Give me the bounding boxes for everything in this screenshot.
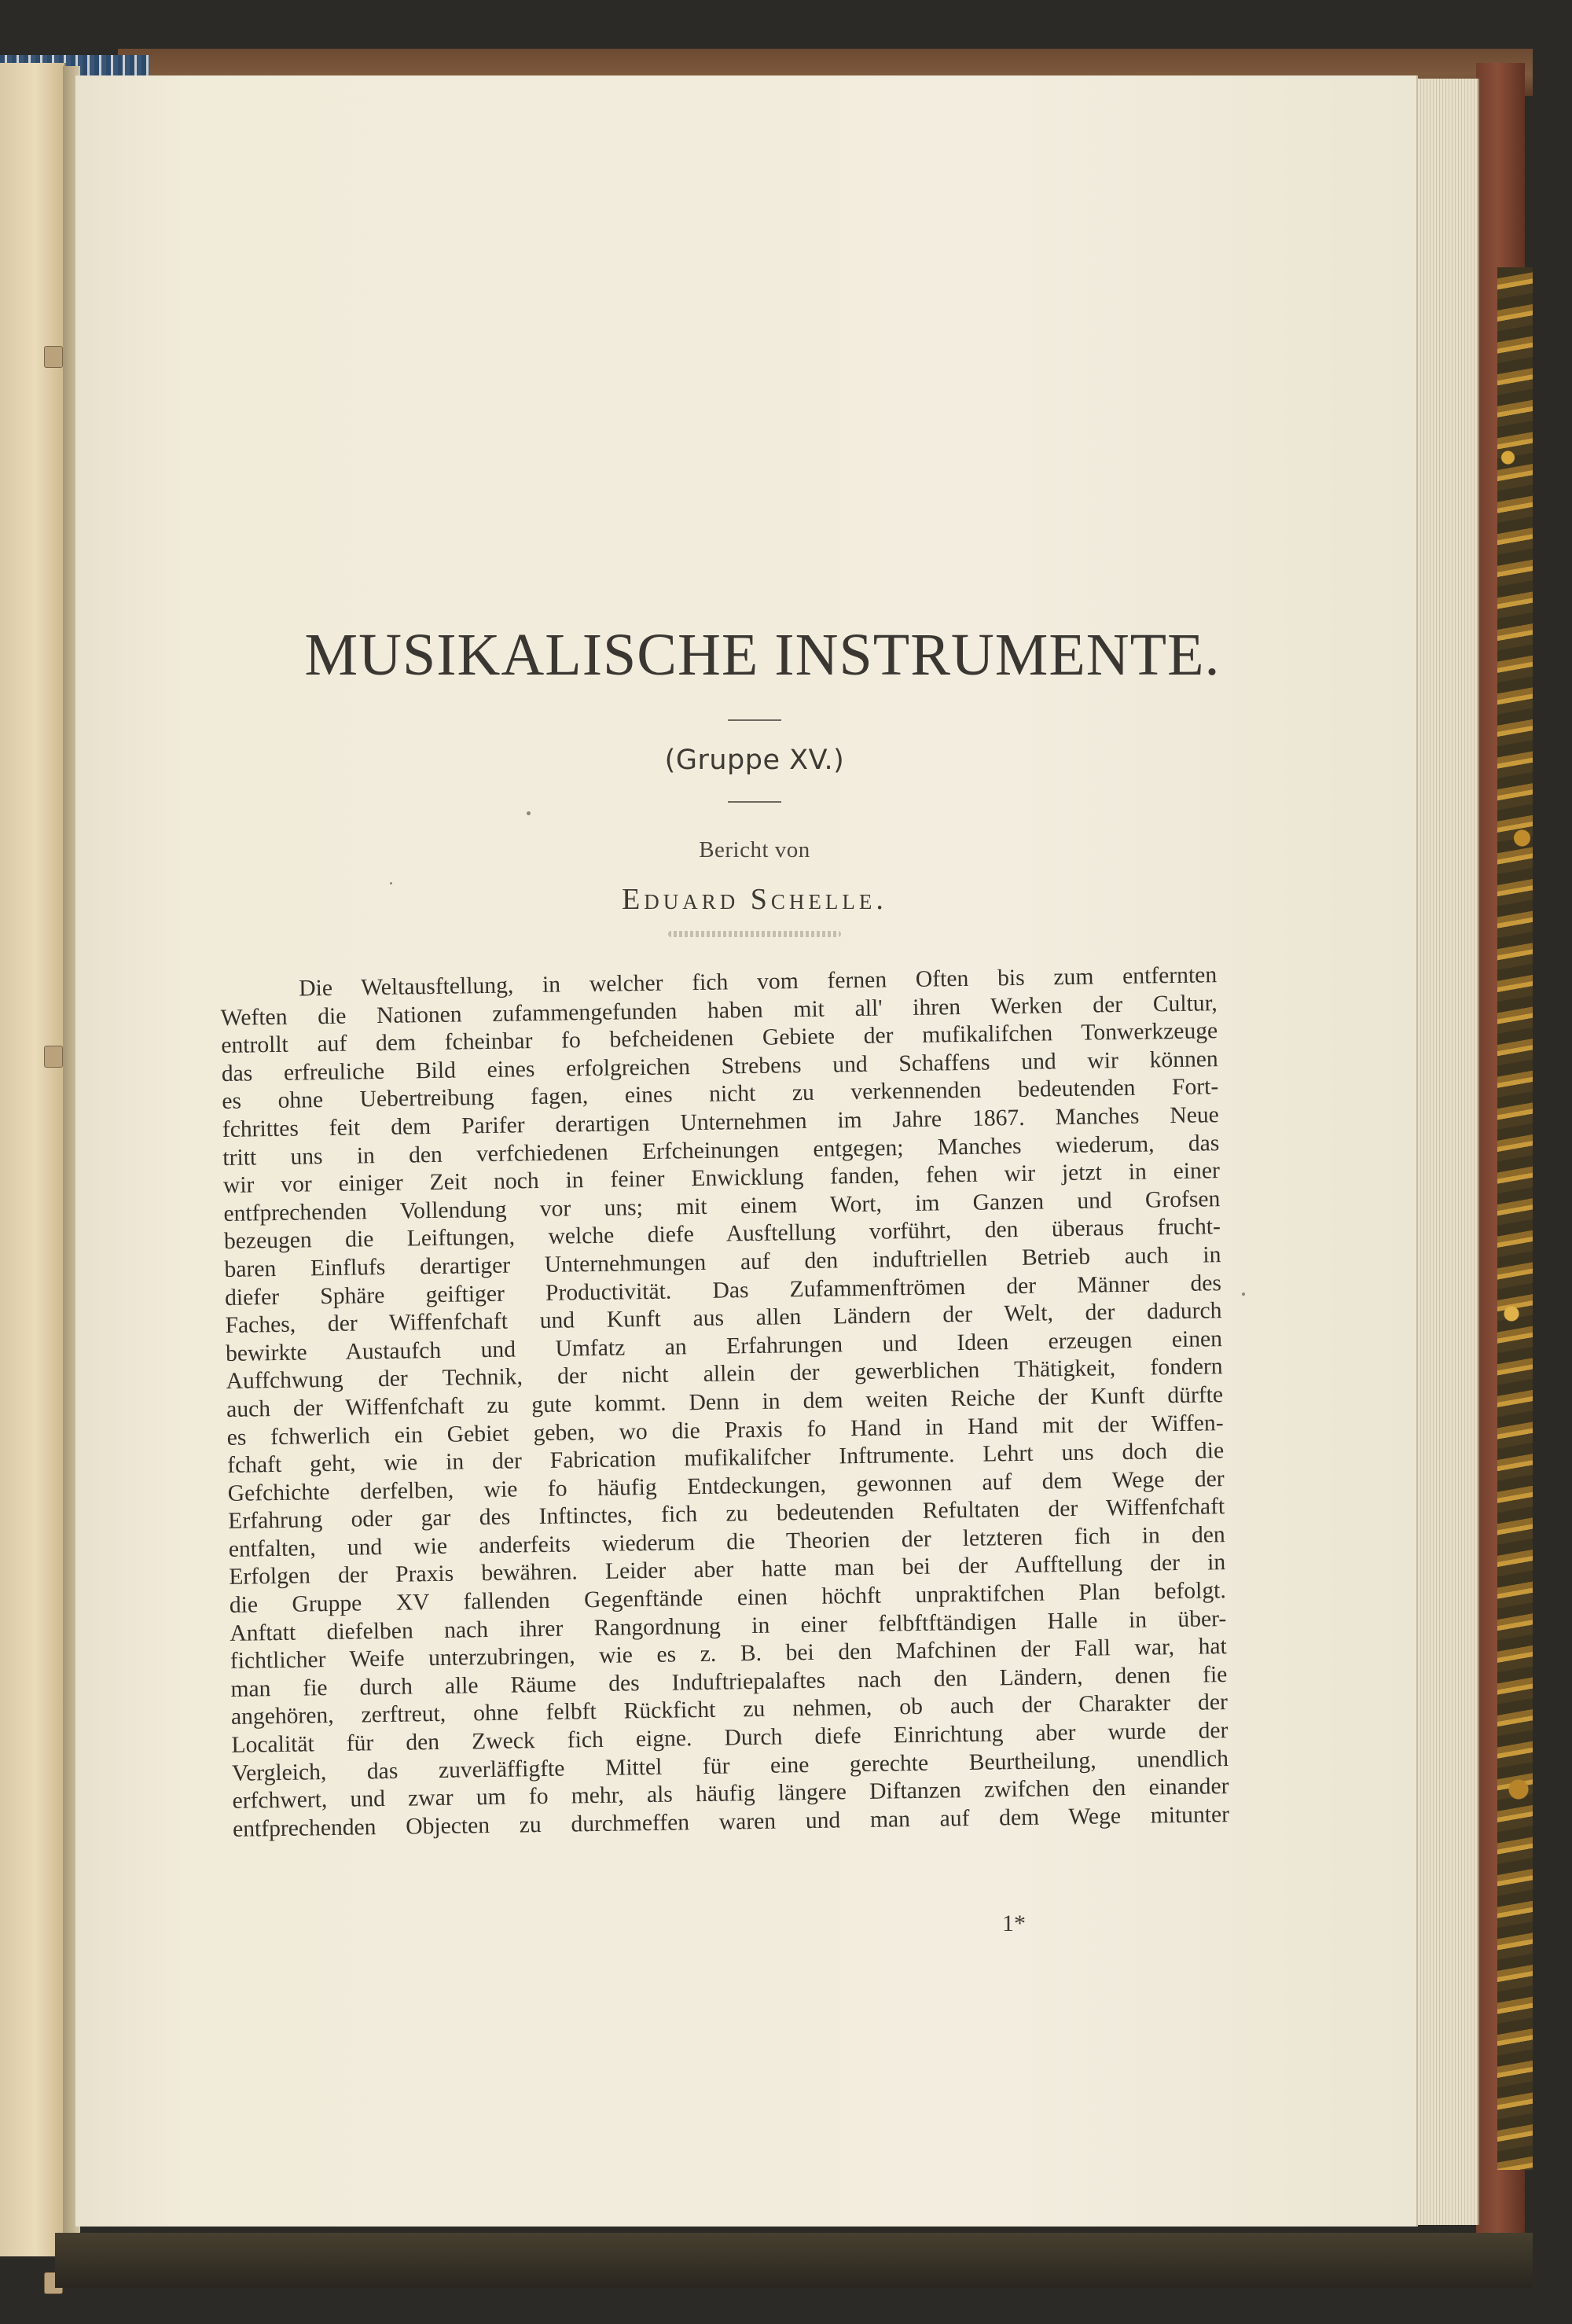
author-name: Eduard Schelle. bbox=[622, 883, 887, 916]
text-line: fchrittes feit dem Parifer derartigen Unternehmen im Jahre 1867. Manches Neue bbox=[222, 1102, 1219, 1142]
title-rule bbox=[728, 719, 781, 721]
text-line: entfprechenden Vollendung vor uns; mit einem Wort, im Ganzen und Grofsen bbox=[223, 1186, 1221, 1226]
binding-stitch bbox=[44, 1046, 63, 1068]
left-page-edge bbox=[0, 63, 66, 2256]
text-line: bewirkte Austaufch und Umfatz an Erfahrungen und Ideen erzeugen einen bbox=[225, 1326, 1223, 1366]
text-line: man fie durch alle Räume des Induftriepalaftes nach den Ländern, denen fie bbox=[230, 1661, 1228, 1702]
text-line: Faches, der Wiffenfchaft und Kunft aus allen Ländern der Welt, der dadurch bbox=[225, 1298, 1222, 1339]
text-line: Anftatt diefelben nach ihrer Rangordnung in einer felbftftändigen Halle in über- bbox=[230, 1605, 1227, 1646]
text-line: diefer Sphäre geiftiger Productivität. Das Zufammenftrömen der Männer des bbox=[224, 1270, 1222, 1311]
text-line: Die Weltausftellung, in welcher fich vom fernen Often bis zum entfernten bbox=[299, 962, 1218, 1002]
page-content bbox=[212, 621, 1297, 1844]
text-line: es ohne Uebertreibung fagen, eines nicht zu verkennenden bedeutenden Fort- bbox=[222, 1074, 1219, 1115]
book-bottom-edge bbox=[55, 2233, 1533, 2288]
decorative-wavy-rule bbox=[668, 931, 841, 937]
text-line: entfprechenden Objecten zu durchmeffen waren und man auf dem Wege mitunter bbox=[232, 1801, 1230, 1842]
text-line: bezeugen die Leiftungen, welche diefe Ausftellung vorführt, den überaus frucht- bbox=[223, 1214, 1221, 1255]
group-subtitle: (Gruppe XV.) bbox=[664, 745, 845, 776]
text-line: angehören, zerftreut, ohne felbft Rückficht zu nehmen, ob auch der Charakter der bbox=[230, 1690, 1229, 1730]
marbled-endpaper bbox=[1497, 267, 1533, 2170]
report-by-label: Bericht von bbox=[699, 837, 810, 862]
text-line: baren Einflufs derartiger Unternehmungen auf den induftriellen Betrieb auch in bbox=[224, 1242, 1221, 1282]
text-line: Erfolgen der Praxis bewähren. Leider aber hatte man bei der Aufftellung der in bbox=[229, 1550, 1226, 1590]
text-line: Localität für den Zweck fich eigne. Durch diefe Einrichtung aber wurde der bbox=[231, 1718, 1229, 1758]
text-line: entrollt auf dem fcheinbar fo befcheidenen Gebiete der mufikalifchen Tonwerkzeuge bbox=[221, 1018, 1218, 1059]
text-line: wir vor einiger Zeit noch in feiner Enwicklung fanden, fehen wir jetzt in einer bbox=[222, 1158, 1221, 1199]
subtitle-rule bbox=[728, 801, 781, 803]
text-line: auch der Wiffenfchaft zu gute kommt. Denn in dem weiten Reiche der Kunft dürfte bbox=[226, 1382, 1224, 1422]
text-line: tritt uns in den verfchiedenen Erfcheinungen entgegen; Manches wiederum, das bbox=[222, 1130, 1220, 1171]
text-line: fchaft geht, wie in der Fabrication mufikalifcher Inftrumente. Lehrt uns doch die bbox=[226, 1438, 1225, 1479]
text-line: Erfahrung oder gar des Inftinctes, fich zu bedeutenden Refultaten der Wiffenfchaft bbox=[228, 1494, 1225, 1535]
page-signature-mark: 1* bbox=[1002, 1910, 1026, 1936]
binding-stitch bbox=[44, 346, 63, 368]
page-title: MUSIKALISCHE INSTRUMENTE. bbox=[304, 622, 1221, 688]
text-line: Vergleich, das zuverläffigfte Mittel für eine gerechte Beurtheilung, unendlich bbox=[231, 1745, 1229, 1786]
text-line: Auffchwung der Technik, der nicht allein der gewerblichen Thätigkeit, fondern bbox=[226, 1354, 1223, 1395]
text-line: Gefchichte derfelben, wie fo häufig Entdeckungen, gewonnen auf dem Wege der bbox=[227, 1465, 1225, 1506]
text-line: erfchwert, und zwar um fo mehr, als häufig längere Diftanzen zwifchen den einander bbox=[232, 1774, 1229, 1815]
text-line: entfalten, und wie anderfeits wiederum die Theorien der letzteren fich in den bbox=[228, 1521, 1225, 1562]
text-line: das erfreuliche Bild eines erfolgreichen Strebens und Schaffens und wir können bbox=[221, 1046, 1218, 1087]
text-line: Weften die Nationen zufammengefunden haben mit all' ihren Werken der Cultur, bbox=[220, 990, 1218, 1031]
text-line: es fchwerlich ein Gebiet geben, wo die Praxis fo Hand in Hand mit der Wiffen- bbox=[226, 1410, 1224, 1451]
text-line: die Gruppe XV fallenden Gegenftände einen höchft unpraktifchen Plan befolgt. bbox=[229, 1578, 1226, 1618]
text-line: fichtlicher Weife unterzubringen, wie es z. B. bei den Mafchinen der Fall war, hat bbox=[230, 1634, 1228, 1675]
body-paragraph bbox=[220, 962, 1229, 1844]
